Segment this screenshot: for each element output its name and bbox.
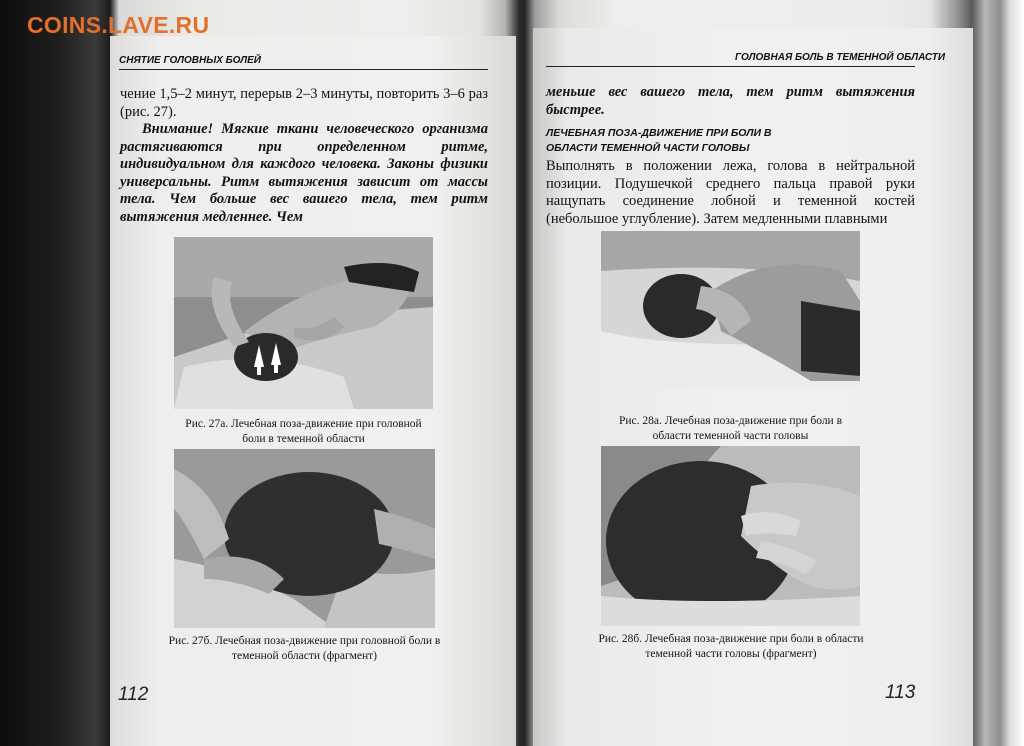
figure-27a-illustration (174, 237, 433, 409)
attention-label: Внимание! (142, 121, 214, 137)
caption-27b: Рис. 27б. Лечебная поза-движение при головной боли в теменной области (фрагмент) (168, 635, 441, 662)
left-header-rule (119, 69, 488, 70)
caption-28a: Рис. 28а. Лечебная поза-движение при боли в области теменной части головы (618, 415, 843, 442)
caption-27a: Рис. 27а. Лечебная поза-движение при головной боли в теменной области (185, 418, 422, 445)
left-paragraph-1: чение 1,5–2 минут, перерыв 2–3 минуты, повторить 3–6 раз (рис. 27). (120, 86, 488, 120)
figure-27a-photo (174, 237, 433, 409)
right-subheading: ЛЕЧЕБНАЯ ПОЗА-ДВИЖЕНИЕ ПРИ БОЛИ В ОБЛАСТИ ТЕМЕННОЙ ЧАСТИ ГОЛОВЫ (546, 127, 772, 154)
left-running-head: СНЯТИЕ ГОЛОВНЫХ БОЛЕЙ (119, 55, 262, 66)
right-running-head: ГОЛОВНАЯ БОЛЬ В ТЕМЕННОЙ ОБЛАСТИ (735, 52, 946, 63)
watermark: COINS.LAVE.RU (27, 12, 210, 38)
figure-27b-photo (174, 449, 435, 628)
caption-28b: Рис. 28б. Лечебная поза-движение при боли в области теменной части головы (фрагмент) (598, 633, 864, 660)
right-page-number: 113 (885, 682, 916, 703)
figure-28b-illustration (601, 446, 860, 626)
right-header-rule (546, 66, 915, 67)
figure-28a-illustration (601, 231, 860, 387)
left-page-number: 112 (118, 684, 149, 705)
attention-text: Мягкие ткани человеческого организма растягиваются при определенном ритме, индивидуальном для каждого человека. Законы физики универсальны. Ритм вытяжения зависит от массы тела. Чем больше вес вашего тела, тем ритм вытяжения медленнее. Чем (120, 121, 488, 225)
left-attention-paragraph (120, 121, 488, 226)
figure-27b-illustration (174, 449, 435, 628)
right-paragraph: Выполнять в положении лежа, голова в нейтральной позиции. Подушечкой среднего пальца правой руки нащупать соединение лобной и теменной костей (небольшое углубление). Затем медленными плавными (546, 158, 915, 227)
figure-28b-photo (601, 446, 860, 626)
figure-28a-photo (601, 231, 860, 387)
right-continued-bold: меньше вес вашего тела, тем ритм вытяжения быстрее. (546, 84, 915, 118)
